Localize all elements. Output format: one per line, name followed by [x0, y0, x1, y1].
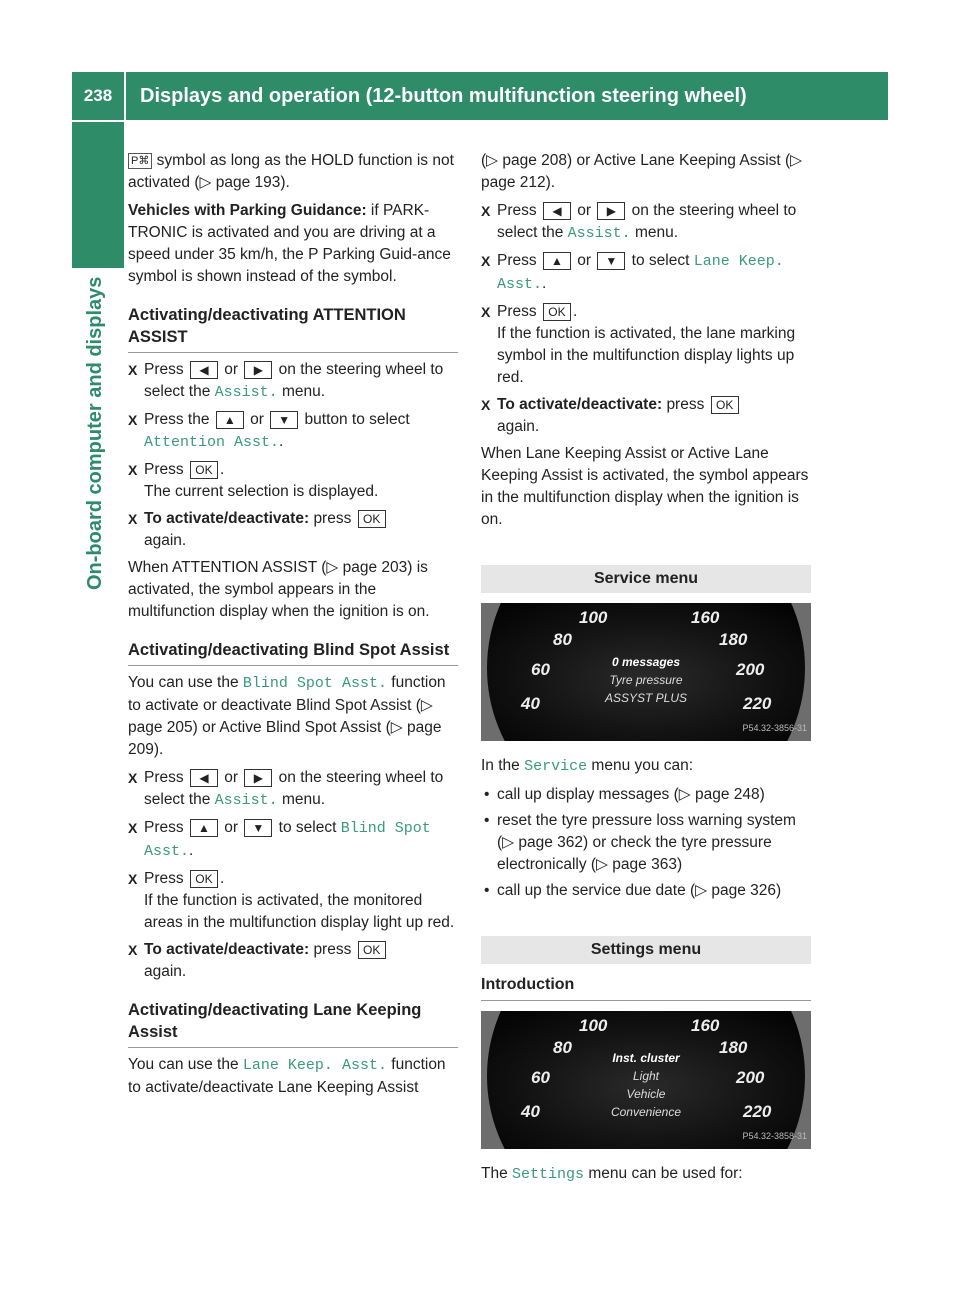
step: X To activate/deactivate: press OK again. [481, 394, 811, 438]
down-arrow-key-icon: ▼ [597, 252, 625, 270]
step: X Press the ▲ or ▼ button to select Attention Asst.. [128, 409, 458, 454]
up-arrow-key-icon: ▲ [543, 252, 571, 270]
ok-key-icon: OK [711, 396, 739, 414]
right-arrow-key-icon: ▶ [597, 202, 625, 220]
list-item: • call up the service due date (▷ page 326) [481, 880, 811, 902]
ok-key-icon: OK [190, 461, 218, 479]
heading-lane-keeping: Activating/deactivating Lane Keeping Assist [128, 999, 458, 1048]
step: X Press OK . If the function is activated, the monitored areas in the multifunction display light up red. [128, 868, 458, 934]
page-header [72, 72, 888, 120]
heading-blind-spot: Activating/deactivating Blind Spot Assist [128, 639, 458, 666]
service-menu-photo: 100 80 60 40 160 180 200 220 0 messages Tyre pressure ASSYST PLUS P54.32-3856-31 [481, 603, 811, 741]
side-tab [72, 122, 124, 268]
ok-key-icon: OK [190, 870, 218, 888]
section-service-menu: Service menu [481, 565, 811, 593]
step: X Press ▲ or ▼ to select Blind Spot Asst.. [128, 817, 458, 863]
down-arrow-key-icon: ▼ [270, 411, 298, 429]
heading-introduction: Introduction [481, 974, 811, 1001]
page-title: Displays and operation (12-button multifunction steering wheel) [140, 85, 747, 107]
left-arrow-key-icon: ◀ [190, 769, 218, 787]
down-arrow-key-icon: ▼ [244, 819, 272, 837]
left-column [128, 150, 458, 1105]
paragraph: The Settings menu can be used for: [481, 1165, 743, 1183]
right-arrow-key-icon: ▶ [244, 769, 272, 787]
step: X Press ▲ or ▼ to select Lane Keep. Asst.. [481, 250, 811, 296]
up-arrow-key-icon: ▲ [190, 819, 218, 837]
step: X Press ◀ or ▶ on the steering wheel to select the Assist. menu. [128, 767, 458, 812]
step: X Press ◀ or ▶ on the steering wheel to select the Assist. menu. [128, 359, 458, 404]
step: X Press ◀ or ▶ on the steering wheel to select the Assist. menu. [481, 200, 811, 245]
section-label: On-board computer and displays [84, 276, 106, 590]
hold-symbol-icon: P⌘ [128, 153, 152, 169]
right-column [481, 150, 811, 1192]
ok-key-icon: OK [543, 303, 571, 321]
heading-attention-assist: Activating/deactivating ATTENTION ASSIST [128, 304, 458, 353]
settings-menu-photo: 100 80 60 40 160 180 200 220 Inst. cluster Light Vehicle Convenience P54.32-3858-31 [481, 1011, 811, 1149]
display-screen: Inst. cluster Light Vehicle Convenience [610, 1051, 682, 1119]
up-arrow-key-icon: ▲ [216, 411, 244, 429]
step: X To activate/deactivate: press OK again. [128, 508, 458, 552]
paragraph: When ATTENTION ASSIST (▷ page 203) is activated, the symbol appears in the multifunction display when the ignition is on. [128, 559, 430, 620]
right-arrow-key-icon: ▶ [244, 361, 272, 379]
list-item: • call up display messages (▷ page 248) [481, 784, 811, 806]
ok-key-icon: OK [358, 510, 386, 528]
left-arrow-key-icon: ◀ [543, 202, 571, 220]
step: X Press OK . The current selection is displayed. [128, 459, 458, 503]
paragraph: You can use the Lane Keep. Asst. function to activate/deactivate Lane Keeping Assist [128, 1056, 446, 1096]
section-settings-menu: Settings menu [481, 936, 811, 964]
paragraph: Vehicles with Parking Guidance: if PARK-TRONIC is activated and you are driving at a speed under 35 km/h, the P Parking Guid-ance symbol is shown instead of the symbol. [128, 202, 451, 285]
paragraph: (▷ page 208) or Active Lane Keeping Assist (▷ page 212). [481, 152, 803, 191]
step: X To activate/deactivate: press OK again. [128, 939, 458, 983]
paragraph: In the Service menu you can: [481, 757, 694, 775]
paragraph: You can use the Blind Spot Asst. function to activate or deactivate Blind Spot Assist (▷ page 205) or Active Blind Spot Assist (▷ page 209). [128, 674, 446, 758]
list-item: • reset the tyre pressure loss warning system (▷ page 362) or check the tyre pressure electronically (▷ page 363) [481, 810, 811, 876]
page-number: 238 [72, 72, 126, 120]
display-screen: 0 messages Tyre pressure ASSYST PLUS [604, 655, 688, 705]
step: X Press OK . If the function is activated, the lane marking symbol in the multifunction display lights up red. [481, 301, 811, 389]
ok-key-icon: OK [358, 941, 386, 959]
paragraph: When Lane Keeping Assist or Active Lane Keeping Assist is activated, the symbol appears in the multifunction display when the ignition is on. [481, 445, 809, 528]
paragraph: P⌘ symbol as long as the HOLD function is not activated (▷ page 193). [128, 152, 454, 191]
left-arrow-key-icon: ◀ [190, 361, 218, 379]
